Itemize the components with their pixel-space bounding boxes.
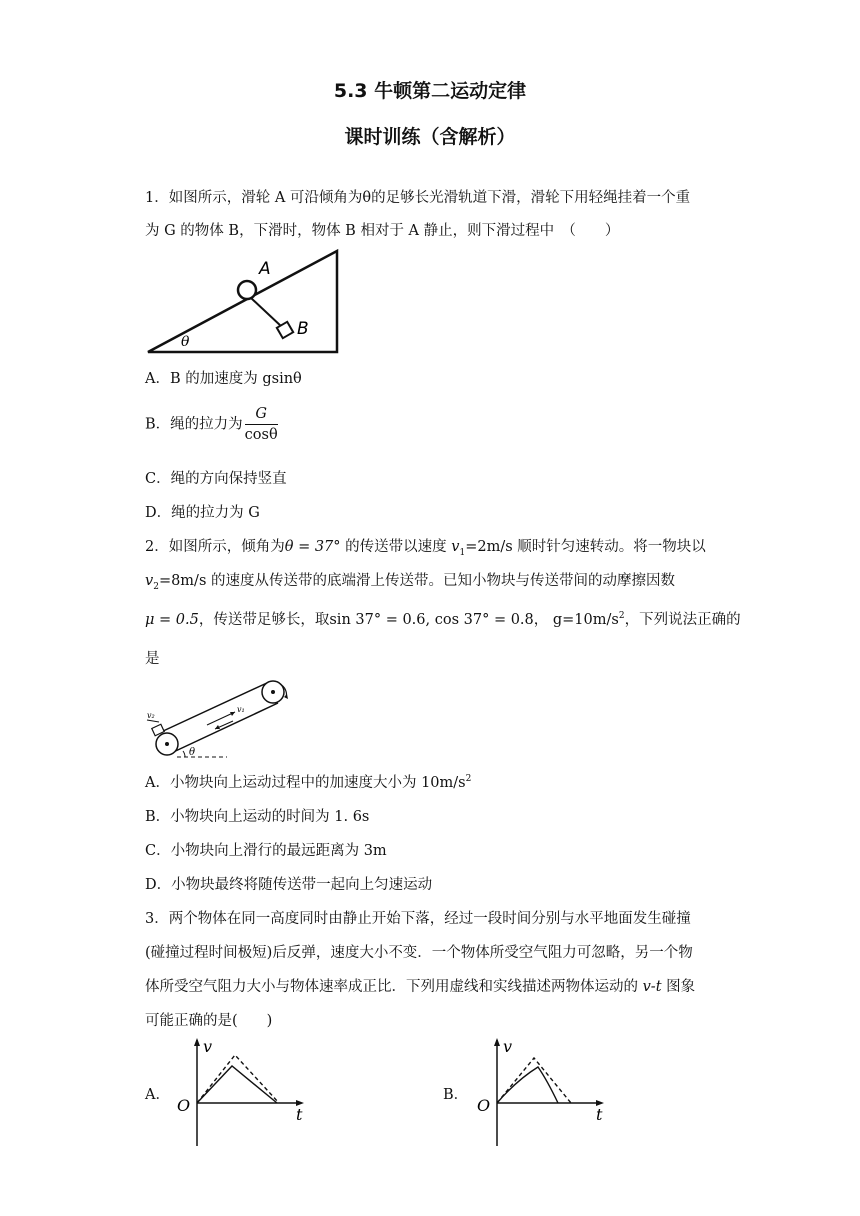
q2-text: ，下列说法正确的 (624, 612, 741, 628)
q2-option-b: B．小物块向上运动的时间为 1. 6s (145, 809, 370, 825)
q2-stem-line1 (145, 535, 706, 558)
belt-top (161, 682, 269, 732)
q3-stem-line3 (145, 975, 695, 996)
q3-option-a-label: A． (145, 1087, 170, 1103)
q2-text: =2m/s 顺时针匀速转动。将一物块以 (465, 539, 706, 555)
q1-stem-line2: 为 G 的物体 B，下滑时，物体 B 相对于 A 静止，则下滑过程中 （ ） (145, 223, 620, 239)
q1-option-b (145, 404, 278, 445)
label-b: B (297, 319, 309, 339)
q2-v2: v (145, 573, 154, 589)
solid-line (497, 1067, 558, 1103)
q2-option-a-sup: 2 (465, 774, 472, 785)
q2-option-a (145, 771, 471, 792)
page-title: 5.3 牛顿第二运动定律 (333, 80, 527, 102)
belt-bottom (167, 703, 278, 755)
rope (251, 298, 282, 327)
q2-sup: 2 (618, 611, 625, 622)
label-v2: v₂ (147, 711, 155, 720)
q3-graph-a (172, 1036, 312, 1148)
q3-graph-b (472, 1036, 612, 1148)
q2-option-d: D．小物块最终将随传送带一起向上匀速运动 (145, 877, 433, 893)
q2-stem-line3 (145, 608, 741, 629)
q2-theta-eq: θ = 37° (284, 539, 341, 555)
solid-line (197, 1066, 277, 1103)
label-o: O (177, 1096, 191, 1115)
q2-v2-sub: 2 (153, 581, 159, 592)
q2-trig: sin 37° = 0.6, cos 37° = 0.8 (329, 612, 534, 628)
dashed-line (197, 1055, 279, 1103)
q1-option-c: C．绳的方向保持竖直 (145, 471, 287, 487)
q1-option-d: D．绳的拉力为 G (145, 505, 260, 521)
q3-stem-line1: 3．两个物体在同一高度同时由静止开始下落，经过一段时间分别与水平地面发生碰撞 (145, 911, 691, 927)
q2-text: 2．如图所示，倾角为 (145, 539, 285, 555)
q2-text: ，传送带足够长，取 (198, 612, 330, 628)
q1-stem-line1: 1．如图所示，滑轮 A 可沿倾角为θ的足够长光滑轨道下滑，滑轮下用轻绳挂着一个重 (145, 190, 691, 206)
label-v: v (203, 1037, 213, 1056)
q1-incline-figure (145, 248, 345, 358)
q3-text: 体所受空气阻力大小与物体速率成正比．下列用虚线和实线描述两物体运动的 (145, 979, 643, 995)
q3-vt: v-t (642, 979, 662, 995)
label-t: t (596, 1105, 603, 1124)
label-v1: v₁ (237, 705, 245, 714)
label-v: v (503, 1037, 513, 1056)
label-theta: θ (181, 334, 190, 350)
pulley-a (238, 281, 256, 299)
label-a: A (259, 259, 271, 279)
q2-v1: v (451, 539, 460, 555)
q1-option-b-text: B．绳的拉力为 (145, 416, 243, 433)
q2-conveyor-figure (145, 678, 305, 762)
q1-option-a: A．B 的加速度为 gsinθ (145, 371, 302, 387)
q3-stem-line2: (碰撞过程时间极短)后反弹，速度大小不变．一个物体所受空气阻力可忽略，另一个物 (145, 945, 693, 961)
q2-mu: μ = 0.5 (145, 612, 199, 628)
dashed-line (497, 1058, 571, 1103)
q1-option-b-fraction (245, 404, 278, 445)
q3-stem-line4: 可能正确的是( ) (145, 1013, 273, 1029)
label-theta: θ (189, 747, 196, 758)
label-o: O (477, 1096, 491, 1115)
q2-stem-line4: 是 (145, 651, 160, 667)
q2-text: =8m/s 的速度从传送带的底端滑上传送带。已知小物块与传送带间的动摩擦因数 (158, 573, 675, 589)
q2-text: ， g=10m/s (533, 612, 619, 628)
q3-text: 图象 (661, 979, 696, 995)
q2-stem-line2 (145, 569, 675, 592)
page-subtitle: 课时训练（含解析） (344, 126, 516, 148)
q2-text: 的传送带以速度 (340, 539, 452, 555)
fraction-denominator: cosθ (244, 427, 278, 443)
fraction-numerator: G (245, 404, 278, 425)
label-t: t (296, 1105, 303, 1124)
q2-v1-sub: 1 (459, 547, 466, 558)
q2-option-c: C．小物块向上滑行的最远距离为 3m (145, 843, 387, 859)
q3-option-b-label: B． (443, 1087, 469, 1103)
q2-option-a-text: A．小物块向上运动过程中的加速度大小为 10m/s (145, 775, 466, 791)
